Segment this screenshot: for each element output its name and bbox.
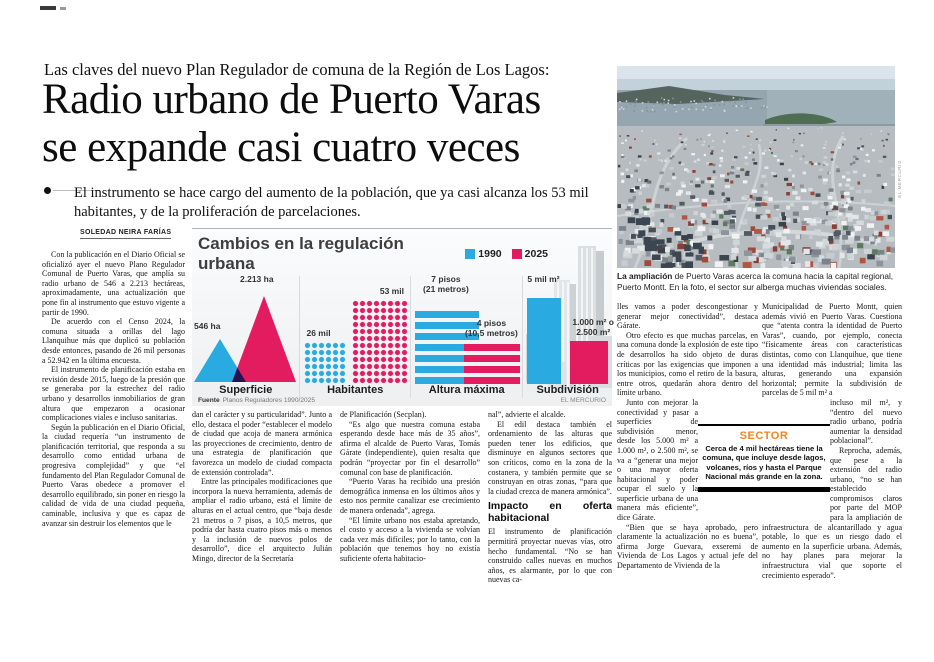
category-label-superficie: Superficie — [219, 384, 273, 396]
paragraph: “Puerto Varas ha recibido una presión demográfica inmensa en los últimos años y esto nos permite canalizar ese crecimiento de manera ordenada”, agrega. — [340, 477, 480, 515]
column-2025 — [570, 341, 608, 384]
text-column-1 — [42, 250, 185, 655]
panel-superficie — [192, 276, 299, 398]
panel-altura-maxima — [410, 276, 522, 398]
headline — [42, 76, 632, 172]
callout-title: SECTOR — [739, 430, 789, 442]
paragraph: El instrumento de planificación estaba en revisión desde 2015, luego de la presión que se generaba por la estrechez del radio urbano y desarrollos inmobiliarios de gran altura que empezaron a ocasionar complicaciones viales e incluso sanitarias. — [42, 365, 185, 423]
section-subhead: Impacto en oferta habitacional — [488, 500, 612, 524]
paragraph: de Planificación (Secplan). — [340, 410, 427, 419]
dot-matrix-1990 — [304, 342, 346, 384]
sector-callout-box — [698, 424, 830, 492]
value-label-superficie-2025: 2.213 ha — [240, 274, 274, 284]
photo-credit: EL MERCURIO — [897, 160, 902, 198]
registration-mark-small — [60, 7, 66, 10]
source-text: Planos Reguladores 1990/2025 — [222, 397, 316, 404]
value-label-habitantes-1990: 26 mil — [306, 327, 331, 338]
headline-line-1: Radio urbano de Puerto Varas — [42, 76, 541, 123]
value-label-altura-2025: 4 pisos (10,5 metros) — [464, 318, 518, 338]
kicker: Las claves del nuevo Plan Regulador de comuna de la Región de Los Lagos: — [44, 60, 550, 79]
legend-swatch-1990 — [465, 249, 475, 259]
photo-caption — [617, 271, 904, 293]
legend-label-1990: 1990 — [478, 248, 502, 260]
panel-subdivision — [522, 276, 612, 398]
text-column-3 — [340, 410, 480, 655]
panel-habitantes — [299, 276, 409, 398]
category-label-subdivision: Subdivisión — [536, 384, 599, 396]
caption-lead-in: La ampliación — [617, 271, 673, 281]
dot-matrix-2025 — [352, 300, 408, 384]
bars-2025 — [464, 344, 520, 384]
text-column-2 — [192, 410, 332, 655]
bullet-icon — [44, 187, 51, 194]
chart-panels — [192, 276, 612, 398]
value-label-subdivision-2025: 1.000 m² o 2.500 m² — [572, 317, 614, 337]
aerial-photo-illustration — [617, 66, 895, 268]
chart-title: Cambios en la regulación urbana — [198, 234, 404, 273]
registration-mark — [40, 6, 56, 10]
source-label: Fuente — [198, 397, 220, 404]
paragraph: nal”, advierte el alcalde. — [488, 410, 566, 419]
value-label-subdivision-1990: 5 mil m² — [527, 274, 560, 284]
paragraph: incluso mil m², y “dentro del nuevo radio urbano, podría aumentar la densidad poblacional”. — [830, 397, 902, 446]
paragraph: Entre las principales modificaciones que incorpora la nueva herramienta, además de ampliar el radio urbano, está el límite de alturas en el actual centro, que “baja desde 21 metros o 7 pisos, a 10,5 metros, que podría dar hasta cuatro pisos más o menos y la inclusión de nuevos polos de desarrollo”, dice el arquitecto Julián Mingo, director de la Secretaría — [192, 477, 332, 563]
paragraph: De acuerdo con el Censo 2024, la comuna situada a orillas del lago Llanquihue más que duplicó su población desde entonces, pasando de 26 mil personas a 52.942 en la última encuesta. — [42, 317, 185, 365]
byline: SOLEDAD NEIRA FARÍAS — [80, 229, 171, 239]
paragraph: Municipalidad de Puerto Montt, quien además vivió en Puerto Varas. Cuestiona que “atenta contra la identidad de Puerto Varas”, cuando, por ejemplo, conecta “físicamente áreas con características distintas, como con Llanquihue, que tiene una identidad más industrial; limita las alturas, generando una expansión horizontal; permite la subdivisión de parcelas de 5 mil m² a — [762, 302, 902, 398]
infographic-chart — [192, 228, 612, 406]
paragraph: Otro efecto es que muchas parcelas, en una comuna donde la explosión de este tipo de desarrollos ha sido objeto de duras críticas por las exigencias que imponen a los municipios, como el retiro de la basura, entre otros, quedarán ahora dentro del límite urbano. — [617, 330, 758, 398]
legend-label-2025: 2025 — [524, 248, 548, 260]
paragraph: dan el carácter y su particularidad”. Junto a ello, destaca el poder “establecer el modelo de ciudad que acoja de manera armónica las proyecciones de crecimiento, dentro de una estrategia de planificación que favorezca un modelo de ciudad compacta de extensión controlada”. — [192, 410, 332, 477]
legend-item-2025 — [512, 248, 548, 260]
chart-credit: EL MERCURIO — [560, 397, 606, 404]
legend-item-1990 — [465, 248, 501, 260]
category-label-altura: Altura máxima — [428, 384, 505, 396]
paragraph: Reprocha, además, que pese a la extensión del radio urbano, “no se han establecido compromisos claros por parte del MOP para la ampliación de infraestructura de alcantarillado y agua potable, lo que es un riesgo dado el aumento en la superficie urbana. Además, no hay planes para mejorar la infraestructura vial que soporte el crecimiento esperado”. — [762, 445, 902, 580]
paragraph: “El límite urbano nos estaba apretando, el costo y acceso a la vivienda se volvían cada vez más difíciles; por lo tanto, con la población que tenemos hoy no existía suficiente oferta habitacio- — [340, 515, 480, 563]
paragraph: El edil destaca también el ordenamiento de las alturas que pueden tener los edificios, que disminuye en algunos sectores que son críticos, como en la zona de la costanera, y también permite que se construyan en otras zonas, “para que la ciudad crezca de manera armónica”. — [488, 419, 612, 496]
callout-top-rule — [698, 424, 830, 426]
callout-bottom-rule — [698, 487, 830, 492]
category-label-habitantes: Habitantes — [327, 384, 384, 396]
paragraph: “Es algo que nuestra comuna estaba esperando desde hace más de 35 años”, afirma el alcalde de Puerto Varas, Tomás Gárate (independiente), quien resalta que podrán “proyectar por fin el desarrollo” comunal con base de planificación. — [340, 419, 480, 477]
paragraph: lles vamos a poder descongestionar y generar mejor conectividad”, destaca Gárate. — [617, 302, 758, 331]
value-label-altura-1990: 7 pisos (21 metros) — [423, 274, 469, 294]
chart-header — [192, 229, 612, 274]
value-label-habitantes-2025: 53 mil — [379, 285, 404, 296]
paragraph: Con la publicación en el Diario Oficial se oficializó ayer el nuevo Plano Regulador Comunal de Puerto Varas, que amplía su radio urbano de 546 a 2.213 hectáreas, aproximadamente, una actualización que pone fin al instrumento que estuvo vigente a partir de 1990. — [42, 250, 185, 317]
column-1990 — [527, 298, 561, 384]
lead-paragraph: El instrumento se hace cargo del aumento de la población, que ya casi alcanza los 53 mil habitantes, y de la proliferación de parcelaciones. — [74, 185, 589, 220]
legend-swatch-2025 — [512, 249, 522, 259]
paragraph: “Bien que se haya aprobado, pero claramente la actualización no es buena”, afirma Jorge Guevara, exseremi de Vivienda de Los Lagos y actual jefe del Departamento de Vivienda de la — [617, 522, 758, 571]
aerial-photo — [617, 66, 895, 268]
chart-legend — [465, 248, 548, 260]
callout-text: Cerca de 4 mil hectáreas tiene la comuna, que incluye desde lagos, volcanes, ríos y hasta el Parque Nacional más grande en la zona. — [702, 444, 826, 482]
text-column-4 — [488, 410, 612, 655]
paragraph: Junto con mejorar la conectividad y pasar a superficies de subdivisión menor, desde los 5.000 m² a 1.000 m², o 2.500 m², se va a “generar una mejor o una mayor oferta habitacional y poder ocupar el suelo y la superficie urbana de una manera más eficiente”, dice Gárate. — [617, 397, 698, 523]
paragraph: Según la publicación en el Diario Oficial, la ciudad requería “un instrumento de planificación territorial, que responda a su desarrollo como entidad urbana de progresiva complejidad” y que “el fundamento del Plan Regulador Comunal de Puerto Varas obedece a promover el desarrollo equilibrado, sin poner en riesgo la calidad de vida de una ciudad pequeña, caminable, inclusiva y que es capaz de avanzar sin destruir los elementos que le — [42, 422, 185, 528]
value-label-superficie-1990: 546 ha — [194, 320, 221, 331]
paragraph: El instrumento de planificación permitirá proyectar nuevas vías, otro hecho fundamental. “No se han construido calles nuevas en muchos años, es alarmante, por lo que con nuevas ca- — [488, 527, 612, 585]
headline-line-2: se expande casi cuatro veces — [42, 124, 520, 171]
chart-footer — [198, 397, 606, 404]
caption-text: de Puerto Varas acerca la comuna hacia la capital regional, Puerto Montt. En la foto, el sector sur alberga muchas viviendas sociales. — [617, 271, 894, 292]
